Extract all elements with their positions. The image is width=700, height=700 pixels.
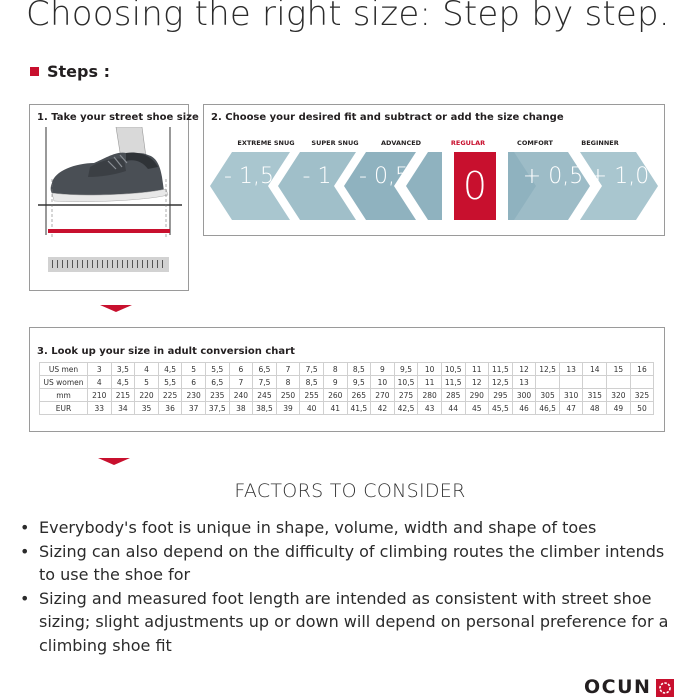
table-cell [630, 376, 654, 389]
brand-mark-icon [656, 679, 674, 697]
table-cell: 43 [418, 402, 442, 415]
fit-value-advanced: - 0,5 [359, 164, 409, 189]
table-cell: 15 [607, 363, 631, 376]
factor-text: Sizing and measured foot length are intended as consistent with street shoe sizing; slight adjustments up or down will depend on personal preference for a climbing shoe fit [39, 588, 669, 655]
table-cell: 38 [229, 402, 253, 415]
table-cell: 12 [512, 363, 536, 376]
table-cell: 9,5 [394, 363, 418, 376]
step2-title: 2. Choose your desired fit and subtract or add the size change [211, 112, 564, 123]
table-cell: 44 [441, 402, 465, 415]
table-cell: 33 [88, 402, 112, 415]
table-cell: 50 [630, 402, 654, 415]
list-item: • Sizing can also depend on the difficulty of climbing routes the climber intends to use the shoe for [20, 541, 665, 584]
table-cell: 215 [111, 389, 135, 402]
table-cell: 47 [559, 402, 583, 415]
ruler [48, 257, 169, 272]
table-cell: 8 [276, 376, 300, 389]
table-cell: 45,5 [489, 402, 513, 415]
table-cell: 230 [182, 389, 206, 402]
table-cell: 14 [583, 363, 607, 376]
table-cell: 7,5 [300, 363, 324, 376]
table-cell: 220 [135, 389, 159, 402]
table-cell: 11,5 [489, 363, 513, 376]
table-cell: 42,5 [394, 402, 418, 415]
list-item: • Everybody's foot is unique in shape, volume, width and shape of toes [20, 518, 597, 537]
step1-title: 1. Take your street shoe size [37, 112, 199, 123]
table-cell: 8 [323, 363, 347, 376]
table-cell: 275 [394, 389, 418, 402]
table-cell: 16 [630, 363, 654, 376]
steps-heading-text: Steps : [47, 62, 110, 81]
step2-panel [203, 104, 665, 236]
table-cell: 240 [229, 389, 253, 402]
table-cell: 6,5 [253, 363, 277, 376]
table-cell: 305 [536, 389, 560, 402]
table-cell: 4,5 [158, 363, 182, 376]
table-cell: 6,5 [205, 376, 229, 389]
table-cell: 41,5 [347, 402, 371, 415]
list-item: • Sizing and measured foot length are intended as consistent with street shoe sizing; slight adjustments up or down will depend on personal preference for a climbing shoe fit [20, 588, 669, 655]
table-cell [536, 376, 560, 389]
steps-heading [30, 62, 110, 81]
table-cell: 10 [371, 376, 395, 389]
table-cell: 42 [371, 402, 395, 415]
table-cell: 300 [512, 389, 536, 402]
table-cell: 3,5 [111, 363, 135, 376]
brand-logo [584, 678, 674, 697]
table-row [40, 376, 654, 389]
table-cell: 295 [489, 389, 513, 402]
table-cell: 35 [135, 402, 159, 415]
page-title: Choosing the right size: Step by step. [26, 0, 670, 34]
arrow-down-icon [100, 305, 132, 312]
table-cell: 49 [607, 402, 631, 415]
table-cell: 310 [559, 389, 583, 402]
fit-label-regular: REGULAR [450, 139, 486, 147]
table-cell: 11 [465, 363, 489, 376]
fit-label-advanced: ADVANCED [380, 139, 422, 147]
table-cell: 9 [323, 376, 347, 389]
table-cell: 290 [465, 389, 489, 402]
factors-list [20, 516, 680, 657]
table-cell: 39 [276, 402, 300, 415]
factor-text: Sizing can also depend on the difficulty of climbing routes the climber intends to use the shoe for [39, 541, 665, 584]
table-cell: 8,5 [300, 376, 324, 389]
table-cell: 46 [512, 402, 536, 415]
bullet-square-icon [30, 67, 39, 76]
table-cell: 4 [135, 363, 159, 376]
row-label: EUR [40, 402, 88, 415]
table-cell: 7 [229, 376, 253, 389]
table-cell: 5 [182, 363, 206, 376]
table-cell: 6 [229, 363, 253, 376]
fit-value-comfort: + 0,5 [522, 164, 584, 189]
table-cell: 12,5 [536, 363, 560, 376]
table-cell [607, 376, 631, 389]
table-cell: 265 [347, 389, 371, 402]
table-cell: 325 [630, 389, 654, 402]
factor-text: Everybody's foot is unique in shape, volume, width and shape of toes [39, 518, 597, 537]
table-cell: 13 [559, 363, 583, 376]
table-cell: 210 [88, 389, 112, 402]
table-cell: 9,5 [347, 376, 371, 389]
table-cell [583, 376, 607, 389]
step1-panel [29, 104, 199, 291]
fit-regular-box [454, 152, 496, 220]
table-cell: 285 [441, 389, 465, 402]
factors-heading: FACTORS TO CONSIDER [234, 480, 466, 502]
fit-value-extreme-snug: - 1,5 [224, 164, 274, 189]
shoe-on-scale-icon [30, 127, 188, 257]
table-cell: 8,5 [347, 363, 371, 376]
table-cell: 5,5 [158, 376, 182, 389]
table-cell: 45 [465, 402, 489, 415]
size-conversion-table [39, 362, 654, 415]
step3-panel [29, 327, 665, 432]
table-cell [559, 376, 583, 389]
table-row [40, 402, 654, 415]
table-cell: 7 [276, 363, 300, 376]
table-cell: 46,5 [536, 402, 560, 415]
table-cell: 9 [371, 363, 395, 376]
table-cell: 3 [88, 363, 112, 376]
table-cell: 7,5 [253, 376, 277, 389]
fit-value-super-snug: - 1 [302, 164, 332, 189]
table-row [40, 389, 654, 402]
table-cell: 10 [418, 363, 442, 376]
table-cell: 5,5 [205, 363, 229, 376]
row-label: US women [40, 376, 88, 389]
table-cell: 36 [158, 402, 182, 415]
fit-value-regular: 0 [462, 164, 488, 208]
fit-label-super-snug: SUPER SNUG [311, 139, 359, 147]
table-cell: 11 [418, 376, 442, 389]
fit-scale [210, 152, 660, 220]
table-cell: 255 [300, 389, 324, 402]
table-cell: 11,5 [441, 376, 465, 389]
table-cell: 4 [88, 376, 112, 389]
fit-label-beginner: BEGINNER [581, 139, 619, 147]
step3-title: 3. Look up your size in adult conversion chart [37, 346, 295, 357]
table-cell: 260 [323, 389, 347, 402]
table-cell: 225 [158, 389, 182, 402]
table-cell: 12,5 [489, 376, 513, 389]
fit-label-comfort: COMFORT [517, 139, 553, 147]
table-cell: 13 [512, 376, 536, 389]
table-row [40, 363, 654, 376]
table-cell: 5 [135, 376, 159, 389]
table-cell: 12 [465, 376, 489, 389]
table-cell: 40 [300, 402, 324, 415]
table-cell: 34 [111, 402, 135, 415]
table-cell: 280 [418, 389, 442, 402]
brand-name: OCUN [584, 676, 652, 698]
table-cell: 270 [371, 389, 395, 402]
table-cell: 6 [182, 376, 206, 389]
table-cell: 250 [276, 389, 300, 402]
row-label: mm [40, 389, 88, 402]
row-label: US men [40, 363, 88, 376]
arrow-down-icon [98, 458, 130, 465]
table-cell: 4,5 [111, 376, 135, 389]
table-cell: 235 [205, 389, 229, 402]
table-cell: 315 [583, 389, 607, 402]
table-cell: 48 [583, 402, 607, 415]
table-cell: 320 [607, 389, 631, 402]
table-cell: 37 [182, 402, 206, 415]
fit-label-extreme-snug: EXTREME SNUG [237, 139, 295, 147]
table-cell: 10,5 [394, 376, 418, 389]
table-cell: 245 [253, 389, 277, 402]
table-cell: 41 [323, 402, 347, 415]
table-cell: 38,5 [253, 402, 277, 415]
fit-value-beginner: + 1,0 [588, 164, 650, 189]
table-cell: 37,5 [205, 402, 229, 415]
table-cell: 10,5 [441, 363, 465, 376]
